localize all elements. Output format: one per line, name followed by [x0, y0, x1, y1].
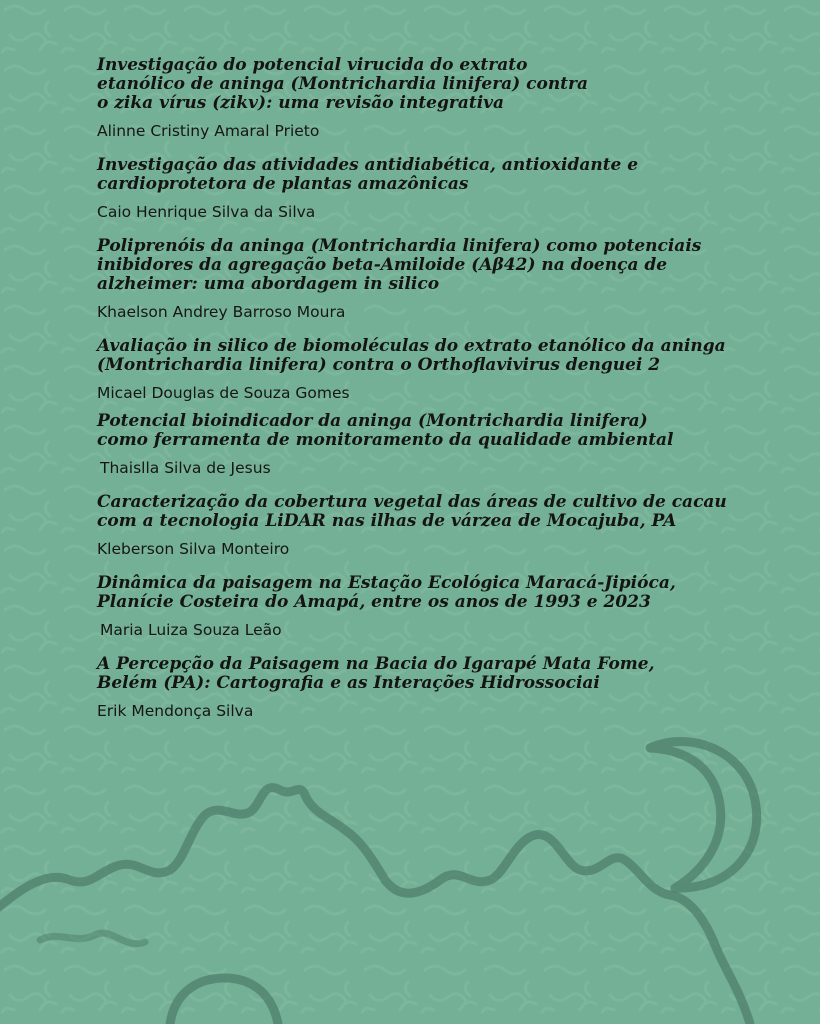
- list-item: [97, 156, 777, 221]
- list-item: [97, 337, 777, 402]
- publication-list: [97, 56, 777, 720]
- list-item: [97, 237, 777, 321]
- list-item: [97, 493, 777, 558]
- entry-author: Micael Douglas de Souza Gomes: [97, 384, 350, 402]
- entry-author: Kleberson Silva Monteiro: [97, 540, 290, 558]
- entry-title: Investigação do potencial virucida do extrato etanólico de aninga (Montrichardia linifera) contra o zika vírus (zikv): uma revisão integrativa: [97, 55, 588, 113]
- entry-title: Caracterização da cobertura vegetal das áreas de cultivo de cacau com a tecnologia LiDAR nas ilhas de várzea de Mocajuba, PA: [97, 492, 727, 531]
- list-item: [97, 574, 777, 639]
- crescent-moon-shape: [650, 741, 757, 888]
- coastline-outline: [0, 788, 750, 1024]
- entry-title: Dinâmica da paisagem na Estação Ecológica Maracá-Jipióca, Planície Costeira do Amapá, entre os anos de 1993 e 2023: [97, 573, 676, 612]
- entry-title: Avaliação in silico de biomoléculas do extrato etanólico da aninga (Montrichardia linifera) contra o Orthoflavivirus denguei 2: [97, 336, 726, 375]
- entry-author: Erik Mendonça Silva: [97, 702, 254, 720]
- entry-author: Caio Henrique Silva da Silva: [97, 203, 316, 221]
- list-item: [97, 655, 777, 720]
- map-outline-decoration: [0, 720, 820, 1024]
- entry-author: Thaislla Silva de Jesus: [100, 459, 271, 477]
- dome-outline: [170, 978, 278, 1024]
- entry-title: A Percepção da Paisagem na Bacia do Igarapé Mata Fome, Belém (PA): Cartografia e as Interações Hidrossociai: [97, 654, 655, 693]
- entry-author: Maria Luiza Souza Leão: [100, 621, 282, 639]
- list-item: [97, 412, 777, 477]
- inner-outline: [40, 933, 145, 944]
- entry-title: Investigação das atividades antidiabética, antioxidante e cardioprotetora de plantas amazônicas: [97, 155, 639, 194]
- entry-author: Alinne Cristiny Amaral Prieto: [97, 122, 320, 140]
- list-item: [97, 56, 777, 140]
- entry-author: Khaelson Andrey Barroso Moura: [97, 303, 346, 321]
- entry-title: Poliprenóis da aninga (Montrichardia linifera) como potenciais inibidores da agregação beta-Amiloide (Aβ42) na doença de alzheimer: uma abordagem in silico: [97, 236, 702, 294]
- entry-title: Potencial bioindicador da aninga (Montrichardia linifera) como ferramenta de monitoramento da qualidade ambiental: [97, 411, 674, 450]
